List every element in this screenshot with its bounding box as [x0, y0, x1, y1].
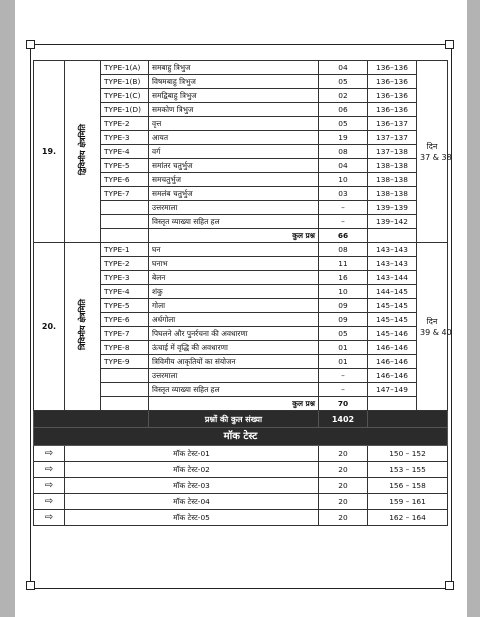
count-cell: 04 [319, 61, 368, 75]
section-title-text: त्रिविमीय क्षेत्रमिति [78, 299, 87, 350]
topic-cell: समांतर चतुर्भुज [149, 159, 319, 173]
arrow-right-icon: ⇨ [34, 510, 65, 526]
pages-cell: 136–137 [368, 117, 417, 131]
days-value: 39 & 40 [420, 327, 452, 337]
topic-cell: समकोण त्रिभुज [149, 103, 319, 117]
grand-total-blank [34, 411, 149, 428]
topic-cell: ऊंचाई में वृद्धि की अवधारणा [149, 341, 319, 355]
mock-test-row [34, 446, 448, 462]
days-label: दिन [426, 316, 438, 326]
topic-cell: समद्विबाहु त्रिभुज [149, 89, 319, 103]
topic-cell: गोला [149, 299, 319, 313]
table-row [34, 61, 448, 75]
mock-test-pages: 150 – 152 [368, 446, 448, 462]
mock-test-name: मॉक टेस्ट-04 [65, 494, 319, 510]
total-blank [101, 397, 149, 411]
mock-test-name: मॉक टेस्ट-02 [65, 462, 319, 478]
pages-cell: 143–143 [368, 257, 417, 271]
total-value: 66 [319, 229, 368, 243]
pages-cell: 138–138 [368, 187, 417, 201]
type-cell: TYPE-6 [101, 173, 149, 187]
mock-test-pages: 162 – 164 [368, 510, 448, 526]
section-title [65, 61, 101, 243]
type-cell: TYPE-5 [101, 159, 149, 173]
pages-cell: 136–136 [368, 61, 417, 75]
pages-cell: 136–136 [368, 103, 417, 117]
arrow-right-icon: ⇨ [34, 462, 65, 478]
count-cell: 03 [319, 187, 368, 201]
type-cell: TYPE-3 [101, 271, 149, 285]
section-number: 20. [34, 243, 65, 411]
type-cell: TYPE-9 [101, 355, 149, 369]
topic-cell: आयत [149, 131, 319, 145]
count-cell: 08 [319, 145, 368, 159]
mock-test-heading: मॉक टेस्ट [34, 428, 448, 446]
pages-cell: 137–138 [368, 145, 417, 159]
count-cell: 01 [319, 341, 368, 355]
section-title [65, 243, 101, 411]
arrow-right-icon: ⇨ [34, 446, 65, 462]
count-cell: – [319, 201, 368, 215]
mock-test-count: 20 [319, 478, 368, 494]
pages-cell: 146–146 [368, 341, 417, 355]
type-cell [101, 369, 149, 383]
pages-cell: 146–146 [368, 369, 417, 383]
type-cell [101, 215, 149, 229]
mock-test-name: मॉक टेस्ट-03 [65, 478, 319, 494]
type-cell: TYPE-7 [101, 187, 149, 201]
mock-test-row [34, 510, 448, 526]
frame-corner-ornament [445, 581, 454, 590]
pages-cell: 145–145 [368, 299, 417, 313]
count-cell: 05 [319, 117, 368, 131]
count-cell: 10 [319, 173, 368, 187]
frame-corner-ornament [26, 40, 35, 49]
count-cell: – [319, 215, 368, 229]
grand-total-value: 1402 [319, 411, 368, 428]
topic-cell: घन [149, 243, 319, 257]
mock-test-pages: 153 – 155 [368, 462, 448, 478]
pages-cell: 145–145 [368, 313, 417, 327]
count-cell: 05 [319, 327, 368, 341]
type-cell [101, 383, 149, 397]
topic-cell: अर्धगोला [149, 313, 319, 327]
pages-cell: 146–146 [368, 355, 417, 369]
count-cell: – [319, 369, 368, 383]
count-cell: 06 [319, 103, 368, 117]
days-value: 37 & 38 [420, 152, 452, 162]
contents-table [33, 60, 452, 526]
pages-cell: 139–139 [368, 201, 417, 215]
topic-cell: उत्तरमाला [149, 201, 319, 215]
pages-cell: 138–138 [368, 173, 417, 187]
topic-cell: विस्तृत व्याख्या सहित हल [149, 383, 319, 397]
grand-total-label: प्रश्नों की कुल संख्या [149, 411, 319, 428]
type-cell: TYPE-6 [101, 313, 149, 327]
topic-cell: वृत्त [149, 117, 319, 131]
arrow-right-icon: ⇨ [34, 494, 65, 510]
pages-cell: 138–138 [368, 159, 417, 173]
type-cell: TYPE-1 [101, 243, 149, 257]
count-cell: 09 [319, 299, 368, 313]
mock-test-pages: 156 – 158 [368, 478, 448, 494]
pages-cell: 143–144 [368, 271, 417, 285]
mock-test-heading-row [34, 428, 448, 446]
type-cell [101, 201, 149, 215]
topic-cell: वर्ग [149, 145, 319, 159]
count-cell: 01 [319, 355, 368, 369]
mock-test-pages: 159 – 161 [368, 494, 448, 510]
type-cell: TYPE-8 [101, 341, 149, 355]
topic-cell: समबाहु त्रिभुज [149, 61, 319, 75]
count-cell: 04 [319, 159, 368, 173]
mock-test-row [34, 478, 448, 494]
type-cell: TYPE-3 [101, 131, 149, 145]
pages-cell: 136–136 [368, 89, 417, 103]
type-cell: TYPE-1(A) [101, 61, 149, 75]
type-cell: TYPE-2 [101, 257, 149, 271]
section-number: 19. [34, 61, 65, 243]
table-row [34, 243, 448, 257]
type-cell: TYPE-4 [101, 145, 149, 159]
type-cell: TYPE-1(B) [101, 75, 149, 89]
topic-cell: त्रिविमीय आकृतियों का संयोजन [149, 355, 319, 369]
count-cell: 08 [319, 243, 368, 257]
grand-total-blank [368, 411, 448, 428]
type-cell: TYPE-1(D) [101, 103, 149, 117]
mock-test-name: मॉक टेस्ट-05 [65, 510, 319, 526]
pages-cell: 137–137 [368, 131, 417, 145]
topic-cell: पिघलने और पुनर्रचना की अवधारणा [149, 327, 319, 341]
mock-test-row [34, 462, 448, 478]
mock-test-row [34, 494, 448, 510]
pages-cell: 145–146 [368, 327, 417, 341]
topic-cell: उत्तरमाला [149, 369, 319, 383]
pages-cell: 136–136 [368, 75, 417, 89]
count-cell: 11 [319, 257, 368, 271]
frame-corner-ornament [26, 581, 35, 590]
count-cell: 05 [319, 75, 368, 89]
mock-test-name: मॉक टेस्ट-01 [65, 446, 319, 462]
pages-cell: 143–143 [368, 243, 417, 257]
frame-corner-ornament [445, 40, 454, 49]
topic-cell: घनाभ [149, 257, 319, 271]
days-label: दिन [426, 141, 438, 151]
arrow-right-icon: ⇨ [34, 478, 65, 494]
mock-test-count: 20 [319, 462, 368, 478]
section-title-text: द्विविमीय क्षेत्रमिति [78, 123, 87, 176]
topic-cell: समचतुर्भुज [149, 173, 319, 187]
topic-cell: शंकु [149, 285, 319, 299]
count-cell: 02 [319, 89, 368, 103]
topic-cell: समलंब चतुर्भुज [149, 187, 319, 201]
pages-cell: 144–145 [368, 285, 417, 299]
days-cell [417, 61, 452, 243]
count-cell: – [319, 383, 368, 397]
count-cell: 10 [319, 285, 368, 299]
type-cell: TYPE-4 [101, 285, 149, 299]
type-cell: TYPE-5 [101, 299, 149, 313]
mock-test-count: 20 [319, 446, 368, 462]
type-cell: TYPE-2 [101, 117, 149, 131]
total-blank [101, 229, 149, 243]
count-cell: 16 [319, 271, 368, 285]
mock-test-count: 20 [319, 510, 368, 526]
total-blank [368, 397, 417, 411]
grand-total-row [34, 411, 448, 428]
type-cell: TYPE-7 [101, 327, 149, 341]
type-cell: TYPE-1(C) [101, 89, 149, 103]
total-value: 70 [319, 397, 368, 411]
total-label: कुल प्रश्न [149, 397, 319, 411]
days-cell [417, 243, 452, 411]
topic-cell: बेलन [149, 271, 319, 285]
topic-cell: विषमबाहु त्रिभुज [149, 75, 319, 89]
topic-cell: विस्तृत व्याख्या सहित हल [149, 215, 319, 229]
total-blank [368, 229, 417, 243]
mock-test-count: 20 [319, 494, 368, 510]
count-cell: 09 [319, 313, 368, 327]
pages-cell: 139–142 [368, 215, 417, 229]
count-cell: 19 [319, 131, 368, 145]
pages-cell: 147–149 [368, 383, 417, 397]
total-label: कुल प्रश्न [149, 229, 319, 243]
